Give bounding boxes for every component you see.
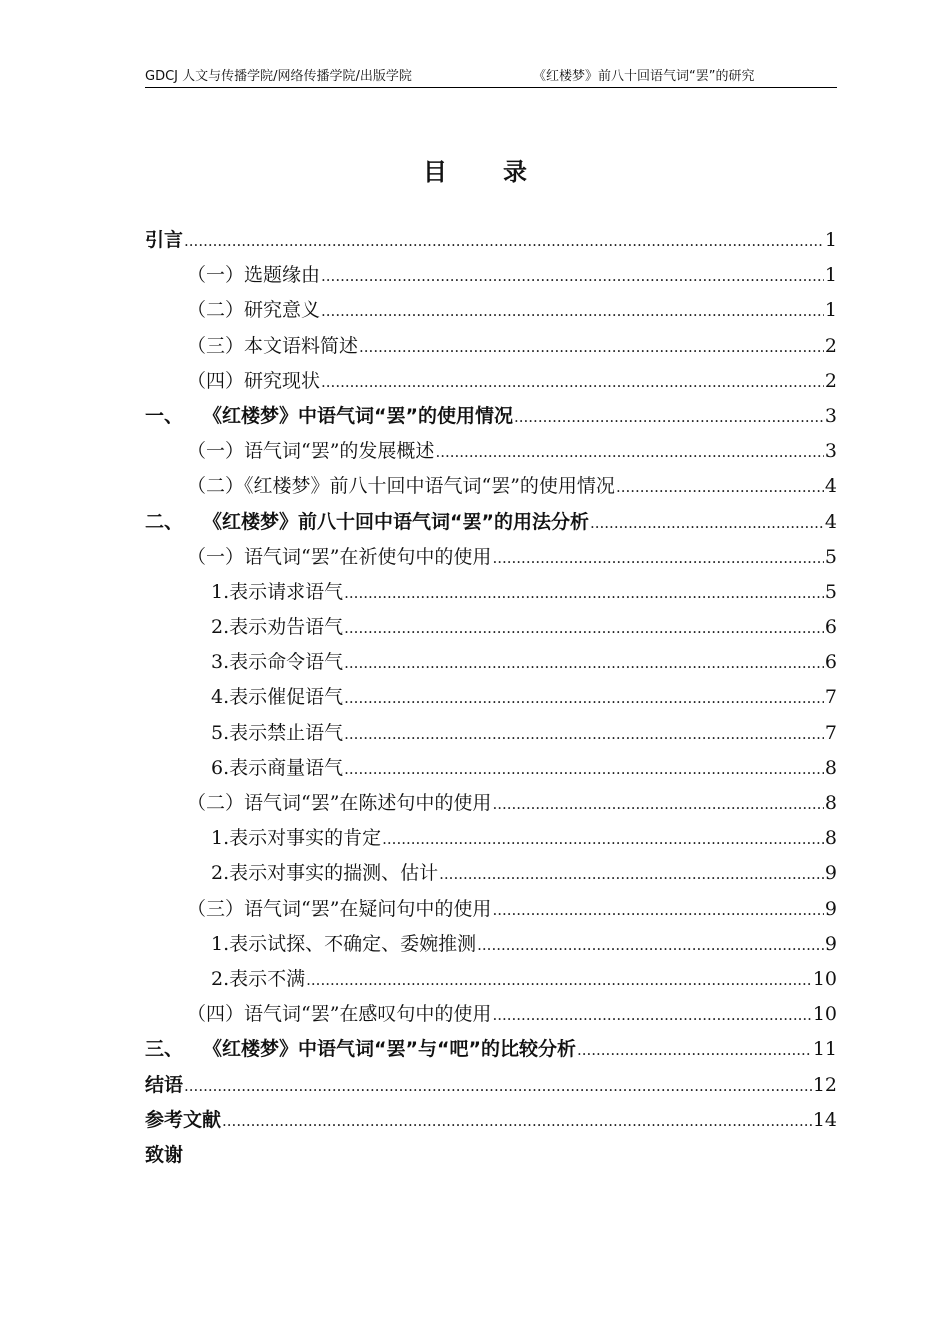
toc-entry-title: 2.表示劝告语气 [211,616,344,639]
toc-dot-leader [184,224,824,259]
toc-entry-page: 2 [824,334,837,357]
toc-entry[interactable] [145,329,837,364]
toc-entry-title: 3.表示命令语气 [211,651,344,674]
toc-entry[interactable] [145,716,837,751]
toc-dot-leader [184,1069,812,1104]
toc-entry[interactable] [145,434,837,469]
toc-entry-page: 14 [812,1108,837,1131]
toc-dot-leader [435,435,823,470]
toc-dot-leader [306,963,812,998]
toc-entry-page: 1 [824,229,837,251]
toc-entry-title: （二）研究意义 [187,299,321,322]
toc-entry-page: 7 [824,686,837,709]
toc-entry[interactable] [145,892,837,927]
toc-dot-leader [382,822,824,857]
toc-dot-leader [590,506,824,541]
toc-entry-number: 一、 [145,404,184,427]
toc-dot-leader [492,787,823,822]
toc-dot-leader [344,646,824,681]
toc-entry[interactable] [145,258,837,293]
toc-entry[interactable] [145,575,837,610]
toc-entry-title: （四）语气词“罢”在感叹句中的使用 [187,1003,492,1026]
toc-dot-leader [344,717,824,752]
toc-entry[interactable] [145,751,837,786]
toc-dot-leader [344,752,824,787]
toc-dot-leader [321,294,824,329]
toc-entry-page: 6 [824,651,837,674]
toc-entry[interactable] [145,962,837,997]
toc-dot-leader [477,928,824,963]
toc-entry-title: （一）选题缘由 [187,264,321,287]
header-right-text: 《红楼梦》前八十回语气词“罢”的研究 [533,69,755,84]
toc-entry-title: 结语 [145,1073,184,1096]
toc-dot-leader [321,259,824,294]
toc-entry-page: 8 [824,792,837,814]
toc-entry[interactable] [145,856,837,891]
toc-entry-title: 6.表示商量语气 [211,756,344,779]
toc-dot-leader [514,400,824,435]
toc-entry-title: （二）《红楼梦》前八十回中语气词“罢”的使用情况 [187,475,615,498]
toc-entry-page: 9 [824,897,837,920]
toc-entry-page: 1 [824,299,837,322]
toc-entry-title: 1.表示请求语气 [211,580,344,603]
toc-entry-title: 《红楼梦》前八十回中语气词“罢”的用法分析 [203,510,589,533]
toc-entry[interactable] [145,1138,837,1173]
toc-dot-leader [492,541,823,576]
toc-entry[interactable] [145,997,837,1032]
toc-entry-title: 参考文献 [145,1108,222,1131]
toc-entry[interactable] [145,223,837,258]
toc-entry-page: 5 [824,580,837,603]
toc-entry-number: 二、 [145,510,184,533]
toc-entry-title: 1.表示对事实的肯定 [211,827,382,850]
toc-entry-page: 8 [824,756,837,779]
toc-entry-page: 7 [824,721,837,744]
toc-dot-leader [344,681,824,716]
toc-dot-leader [222,1104,812,1139]
toc-entry-page: 3 [824,440,837,463]
toc-entry-title: （四）研究现状 [187,369,321,392]
toc-entry-title: 《红楼梦》中语气词“罢”与“吧”的比较分析 [203,1038,576,1061]
toc-entry[interactable] [145,821,837,856]
toc-entry-page: 1 [824,264,837,287]
toc-entry[interactable] [145,1068,837,1103]
toc-entry-title: 2.表示不满 [211,967,306,990]
table-of-contents [145,223,837,1173]
toc-entry[interactable] [145,540,837,575]
toc-entry[interactable] [145,505,837,540]
toc-title [0,152,950,187]
toc-entry[interactable] [145,293,837,328]
toc-entry-page: 10 [812,1003,837,1026]
toc-entry-page: 8 [824,827,837,850]
toc-entry[interactable] [145,1032,837,1067]
toc-entry-page: 11 [812,1038,837,1061]
toc-entry-page: 9 [824,862,837,885]
toc-entry-title: （二）语气词“罢”在陈述句中的使用 [187,792,492,814]
toc-dot-leader [577,1033,812,1068]
toc-dot-leader [344,576,824,611]
toc-title-char-2: 录 [503,158,527,186]
toc-dot-leader [344,611,824,646]
toc-entry-page: 3 [824,404,837,427]
toc-entry[interactable] [145,927,837,962]
toc-dot-leader [321,365,824,400]
toc-dot-leader [492,893,823,928]
toc-dot-leader [616,470,824,505]
toc-entry[interactable] [145,364,837,399]
toc-entry-page: 4 [824,475,837,498]
toc-dot-leader [359,330,824,365]
toc-entry-title: 1.表示试探、不确定、委婉推测 [211,932,477,955]
toc-entry-title: （三）本文语料简述 [187,334,359,357]
toc-entry[interactable] [145,469,837,504]
toc-entry-title: 2.表示对事实的揣测、估计 [211,862,439,885]
toc-entry[interactable] [145,1103,837,1138]
toc-entry[interactable] [145,786,837,821]
toc-entry-title: 《红楼梦》中语气词“罢”的使用情况 [203,404,513,427]
toc-entry-page: 6 [824,616,837,639]
toc-dot-leader [492,998,811,1033]
toc-entry-page: 10 [812,967,837,990]
toc-entry-page: 9 [824,932,837,955]
toc-dot-leader [439,857,824,892]
toc-entry-page: 4 [824,510,837,533]
toc-entry-title: 致谢 [145,1143,184,1166]
toc-entry-number: 三、 [145,1038,184,1061]
page-header [145,68,837,88]
toc-entry-page: 12 [812,1073,837,1096]
toc-entry-page: 2 [824,369,837,392]
toc-entry[interactable] [145,399,837,434]
toc-title-char-1: 目 [423,158,447,186]
toc-entry[interactable] [145,680,837,715]
header-left-text: GDCJ 人文与传播学院/网络传播学院/出版学院 [145,69,412,84]
toc-entry-title: （一）语气词“罢”在祈使句中的使用 [187,545,492,568]
toc-entry[interactable] [145,610,837,645]
toc-entry-title: 4.表示催促语气 [211,686,344,709]
toc-entry-title: （三）语气词“罢”在疑问句中的使用 [187,897,492,920]
toc-entry-title: （一）语气词“罢”的发展概述 [187,440,435,463]
toc-entry-title: 引言 [145,229,184,251]
toc-entry-page: 5 [824,545,837,568]
toc-entry[interactable] [145,645,837,680]
toc-entry-title: 5.表示禁止语气 [211,721,344,744]
